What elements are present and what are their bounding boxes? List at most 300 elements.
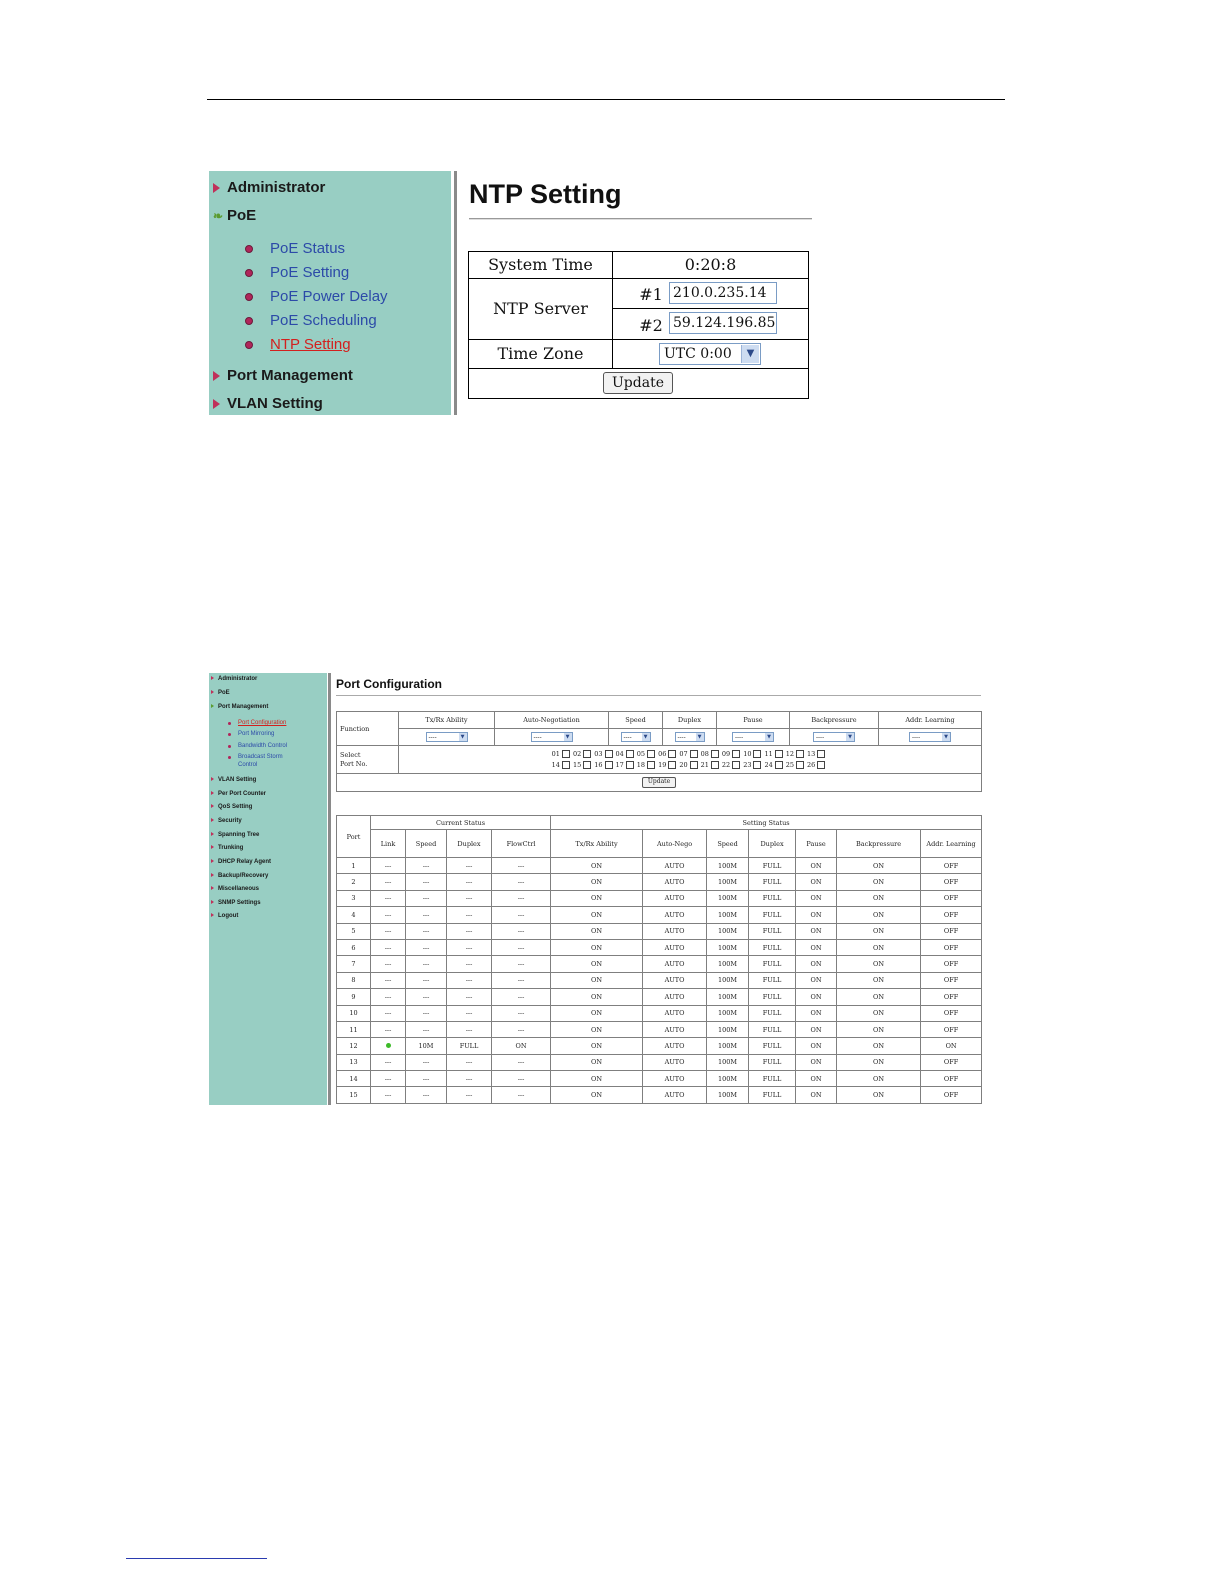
sidebar-item-poe[interactable] [213,207,256,224]
set-duplex-cell: FULL [749,907,796,923]
sidebar-item-snmp-settings[interactable] [211,900,261,906]
port-number-label: 02 [572,749,582,758]
table-line [469,368,808,369]
column-header-duplex: Duplex [447,830,492,858]
txrx-cell: ON [551,1087,643,1103]
backpressure-cell: ON [837,939,921,955]
backpressure-cell: ON [837,972,921,988]
ntp-settings-table [468,251,809,399]
arrow-right-icon [211,913,214,917]
txrx-cell: ON [551,1005,643,1021]
port-number-label: 11 [764,749,773,758]
link-up-icon [386,1043,391,1048]
arrow-right-icon [211,676,214,680]
flowctrl-cell: --- [492,1071,551,1087]
speed-cell: --- [406,989,447,1005]
bullet-icon [228,733,231,736]
set-speed-cell: 100M [707,1038,749,1054]
sidebar [209,673,327,1105]
sidebar-divider [328,673,331,1105]
set-speed-cell: 100M [707,907,749,923]
backpressure-cell: ON [837,1087,921,1103]
speed-cell: --- [406,972,447,988]
sidebar-item-label: Per Port Counter [218,791,267,797]
duplex-cell: --- [447,1071,492,1087]
table-line [469,278,808,279]
table-row [337,939,982,955]
addr-learning-cell: OFF [921,1054,982,1070]
backpressure-cell: ON [837,907,921,923]
chevron-down-icon: ▼ [564,733,572,741]
txrx-select[interactable] [426,732,468,742]
port-select-checkbox[interactable] [753,761,761,769]
port-select-checkbox[interactable] [562,750,570,758]
column-header-speed: Speed [406,830,447,858]
port-select-checkbox[interactable] [626,761,634,769]
update-button[interactable]: Update [603,372,673,394]
set-duplex-cell: FULL [749,1087,796,1103]
port-select-checkbox[interactable] [583,761,591,769]
addr-learning-cell: OFF [921,939,982,955]
speed-cell: --- [406,858,447,874]
table-row [337,858,982,874]
sidebar-item-label: VLAN Setting [227,395,323,412]
sidebar-subitem-ntp-setting[interactable] [245,336,351,353]
sidebar-item-logout[interactable] [211,913,238,919]
port-number-label: 16 [594,760,603,769]
addr-learning-cell: OFF [921,1021,982,1037]
arrow-right-icon [211,900,214,904]
speed-cell: --- [406,1005,447,1021]
txrx-cell: ON [551,874,643,890]
set-duplex-cell: FULL [749,989,796,1005]
set-duplex-cell: FULL [749,890,796,906]
auto-nego-cell: AUTO [643,1038,707,1054]
sidebar-item-qos-setting[interactable] [211,804,252,810]
select-value: ---- [623,734,632,741]
port-cell: 13 [337,1054,371,1070]
column-header-txrx: Tx/Rx Ability [551,830,643,858]
port-number-label: 25 [785,760,795,769]
table-row [337,1087,982,1103]
set-duplex-cell: FULL [749,939,796,955]
txrx-cell: ON [551,858,643,874]
backpressure-cell: ON [837,989,921,1005]
sidebar-item-miscellaneous[interactable] [211,886,259,892]
sidebar-subitem-label: Control [238,762,258,768]
table-row [337,972,982,988]
table-row [337,1005,982,1021]
addr-learning-cell: OFF [921,890,982,906]
set-duplex-cell: FULL [749,1005,796,1021]
txrx-cell: ON [551,907,643,923]
addr-learning-cell [879,729,982,746]
port-select-checkbox[interactable] [711,750,719,758]
sidebar-subitem-label: Port Mirroring [238,731,275,737]
set-speed-cell: 100M [707,1071,749,1087]
sidebar-subitem-label: PoE Status [270,240,346,257]
addr-learning-cell: ON [921,1038,982,1054]
sidebar-item-spanning-tree[interactable] [211,832,259,838]
duplex-cell: --- [447,939,492,955]
port-select-checkbox[interactable] [583,750,591,758]
port-number-label: 26 [807,760,816,769]
port-select-checkbox[interactable] [775,750,783,758]
duplex-cell: --- [447,858,492,874]
page-header-rule [207,99,1005,100]
sidebar-subitem-label: Port Configuration [238,720,287,726]
port-select-checkbox[interactable] [626,750,634,758]
port-select-checkbox[interactable] [562,761,570,769]
sidebar-subitem-poe-scheduling[interactable] [245,312,377,329]
txrx-cell: ON [551,939,643,955]
auto-negotiation-select[interactable] [531,732,573,742]
addr-learning-cell: OFF [921,1005,982,1021]
port-select-checkbox[interactable] [796,761,804,769]
port-select-checkbox[interactable] [690,750,698,758]
port-checkbox-grid [399,746,982,774]
pause-cell: ON [796,1005,837,1021]
port-cell: 1 [337,858,371,874]
port-number-label: 12 [785,749,795,758]
speed-cell: 10M [406,1038,447,1054]
arrow-right-icon [213,183,220,193]
port-select-checkbox[interactable] [668,750,676,758]
duplex-cell [663,729,717,746]
duplex-cell: --- [447,1054,492,1070]
set-speed-cell: 100M [707,989,749,1005]
ntp-server1-input[interactable]: 210.0.235.14 [669,282,777,304]
sidebar-item-label: QoS Setting [218,804,253,810]
expanded-leaf-icon: ❧ [213,209,224,224]
backpressure-cell: ON [837,923,921,939]
table-row [337,956,982,972]
port-select-checkbox[interactable] [605,761,613,769]
duplex-select[interactable] [675,732,705,742]
pause-select[interactable] [732,732,774,742]
port-select-checkbox[interactable] [732,761,740,769]
flowctrl-cell: --- [492,1087,551,1103]
set-speed-cell: 100M [707,1054,749,1070]
port-configuration-screenshot [209,673,982,1106]
sidebar-item-label: Miscellaneous [218,886,260,892]
auto-nego-cell: AUTO [643,874,707,890]
backpressure-cell: ON [837,874,921,890]
arrow-right-icon [211,818,214,822]
pause-cell: ON [796,874,837,890]
function-header-auto-negotiation: Auto-Negotiation [495,712,609,729]
sidebar-item-vlan-setting[interactable] [213,395,323,412]
port-number-label: 17 [615,760,624,769]
arrow-right-icon [211,791,214,795]
txrx-cell: ON [551,923,643,939]
port-select-checkbox[interactable] [711,761,719,769]
set-duplex-cell: FULL [749,972,796,988]
link-cell [371,1038,406,1054]
duplex-cell: --- [447,972,492,988]
port-select-checkbox[interactable] [775,761,783,769]
function-header-pause: Pause [717,712,790,729]
duplex-cell: --- [447,923,492,939]
addr-learning-cell: OFF [921,1087,982,1103]
speed-cell: --- [406,890,447,906]
auto-nego-cell: AUTO [643,989,707,1005]
sidebar-subitem-poe-status[interactable] [245,240,345,257]
sidebar-item-label: Security [218,818,242,824]
sidebar-item-label: Spanning Tree [218,832,260,838]
addr-learning-cell: OFF [921,989,982,1005]
column-header-addr-learning: Addr. Learning [921,830,982,858]
flowctrl-cell: --- [492,907,551,923]
chevron-down-icon: ▼ [846,733,854,741]
speed-select[interactable] [621,732,651,742]
addr-learning-select[interactable] [909,732,951,742]
sidebar-item-label: Trunking [218,845,244,851]
port-cell: 11 [337,1021,371,1037]
sidebar-item-label: DHCP Relay Agent [218,859,272,865]
update-row [337,774,982,792]
flowctrl-cell: ON [492,1038,551,1054]
arrow-right-icon [211,886,214,890]
bullet-icon [245,269,253,277]
port-select-checkbox[interactable] [817,750,825,758]
auto-nego-cell: AUTO [643,956,707,972]
arrow-right-icon [211,777,214,781]
column-header-auto-nego: Auto-Nego [643,830,707,858]
ntp-setting-screenshot [209,171,813,416]
port-number-label: 24 [764,760,773,769]
link-cell: --- [371,890,406,906]
port-number-label: 18 [636,760,646,769]
speed-cell: --- [406,1054,447,1070]
pause-cell: ON [796,1021,837,1037]
pause-cell: ON [796,858,837,874]
port-cell: 5 [337,923,371,939]
sidebar-subitem-label: PoE Scheduling [270,312,377,329]
txrx-cell: ON [551,1038,643,1054]
link-cell: --- [371,1021,406,1037]
port-number-label: 03 [594,749,603,758]
sidebar-subitem-poe-power-delay[interactable] [245,288,388,305]
backpressure-cell [790,729,879,746]
time-zone-select[interactable] [659,343,761,365]
sidebar-item-label: SNMP Settings [218,900,261,906]
set-speed-cell: 100M [707,939,749,955]
txrx-cell: ON [551,1071,643,1087]
sidebar-item-administrator[interactable] [211,676,257,682]
select-port-label-line2: Port No. [340,759,368,768]
select-value: ---- [816,734,825,741]
set-speed-cell: 100M [707,956,749,972]
page-title: NTP Setting [469,179,622,209]
chevron-down-icon: ▼ [459,733,467,741]
ntp-server2-input[interactable]: 59.124.196.85 [669,312,777,334]
title-divider [469,218,812,220]
expanded-leaf-icon [211,704,214,708]
txrx-cell: ON [551,1021,643,1037]
set-speed-cell: 100M [707,858,749,874]
sidebar-subitem-label: Bandwidth Control [238,743,288,749]
select-value: ---- [533,734,542,741]
auto-nego-cell: AUTO [643,858,707,874]
port-select-checkbox[interactable] [668,761,676,769]
backpressure-cell: ON [837,1021,921,1037]
backpressure-cell: ON [837,1054,921,1070]
link-cell: --- [371,1087,406,1103]
speed-cell: --- [406,939,447,955]
backpressure-cell: ON [837,956,921,972]
sidebar-item-vlan-setting[interactable] [211,777,256,783]
link-cell: --- [371,1054,406,1070]
txrx-cell: ON [551,1054,643,1070]
bullet-icon [245,245,253,253]
backpressure-cell: ON [837,1038,921,1054]
arrow-right-icon [211,690,214,694]
sidebar [209,171,451,415]
bullet-icon [245,317,253,325]
port-cell: 7 [337,956,371,972]
addr-learning-cell: OFF [921,972,982,988]
port-number-label: 10 [743,749,752,758]
pause-cell: ON [796,1054,837,1070]
sidebar-item-label: Port Management [218,704,269,710]
link-cell: --- [371,956,406,972]
port-select-checkbox[interactable] [732,750,740,758]
chevron-down-icon: ▼ [696,733,704,741]
sidebar-item-per-port-counter[interactable] [211,791,266,797]
column-header-backpressure: Backpressure [837,830,921,858]
sidebar-item-label: VLAN Setting [218,777,257,783]
sidebar-item-label: Administrator [227,179,326,196]
auto-nego-cell: AUTO [643,1054,707,1070]
duplex-cell: --- [447,874,492,890]
auto-nego-cell: AUTO [643,907,707,923]
function-header-backpressure: Backpressure [790,712,879,729]
flowctrl-cell: --- [492,858,551,874]
table-row [337,1071,982,1087]
auto-nego-cell: AUTO [643,939,707,955]
flowctrl-cell: --- [492,1021,551,1037]
port-select-checkbox[interactable] [647,750,655,758]
sidebar-item-backup-recovery[interactable] [211,873,268,879]
page-title: Port Configuration [336,677,442,691]
sidebar-item-poe[interactable] [211,690,230,696]
port-number-label: 01 [551,749,560,758]
port-select-checkbox[interactable] [605,750,613,758]
backpressure-select[interactable] [813,732,855,742]
port-select-checkbox[interactable] [753,750,761,758]
link-cell: --- [371,989,406,1005]
chevron-down-icon: ▼ [765,733,773,741]
backpressure-cell: ON [837,858,921,874]
auto-nego-cell: AUTO [643,972,707,988]
chevron-down-icon: ▼ [741,345,759,363]
speed-cell: --- [406,874,447,890]
table-row [337,874,982,890]
port-select-checkbox[interactable] [817,761,825,769]
function-header-txrx: Tx/Rx Ability [399,712,495,729]
addr-learning-cell: OFF [921,1071,982,1087]
link-cell: --- [371,858,406,874]
port-select-checkbox[interactable] [647,761,655,769]
sidebar-item-label: Administrator [218,676,258,682]
flowctrl-cell: --- [492,956,551,972]
port-number-label: 19 [658,760,667,769]
link-cell: --- [371,972,406,988]
port-number-label: 05 [636,749,646,758]
auto-nego-cell: AUTO [643,1087,707,1103]
arrow-right-icon [213,371,220,381]
sidebar-subitem-poe-setting[interactable] [245,264,349,281]
arrow-right-icon [211,873,214,877]
set-speed-cell: 100M [707,874,749,890]
table-row [337,1038,982,1054]
port-cell: 10 [337,1005,371,1021]
table-row [337,1054,982,1070]
update-button[interactable]: Update [642,777,676,788]
port-select-checkbox[interactable] [690,761,698,769]
port-checkbox-row [399,749,981,760]
addr-learning-cell: OFF [921,858,982,874]
set-duplex-cell: FULL [749,956,796,972]
flowctrl-cell: --- [492,972,551,988]
bullet-icon [228,722,231,725]
column-header-set-speed: Speed [707,830,749,858]
function-label: Function [337,712,399,746]
set-duplex-cell: FULL [749,1054,796,1070]
sidebar-divider [454,171,457,415]
bullet-icon [245,341,253,349]
addr-learning-cell: OFF [921,874,982,890]
speed-cell: --- [406,1087,447,1103]
system-time-value: 0:20:8 [684,255,737,274]
sidebar-item-port-management[interactable] [213,367,353,384]
pause-cell: ON [796,1087,837,1103]
port-cell: 15 [337,1087,371,1103]
select-value: ---- [677,734,686,741]
sidebar-subitem-label: NTP Setting [270,336,351,353]
duplex-cell: --- [447,989,492,1005]
port-select-checkbox[interactable] [796,750,804,758]
sidebar-item-trunking[interactable] [211,845,243,851]
select-port-label [337,746,399,774]
sidebar-subitem-label: Broadcast Storm [238,754,283,760]
duplex-cell: --- [447,890,492,906]
port-cell: 8 [337,972,371,988]
sidebar-item-dhcp-relay-agent[interactable] [211,859,271,865]
set-speed-cell: 100M [707,972,749,988]
bullet-icon [245,293,253,301]
set-speed-cell: 100M [707,1005,749,1021]
column-header-pause: Pause [796,830,837,858]
speed-cell: --- [406,907,447,923]
sidebar-item-administrator[interactable] [213,179,325,196]
server1-label: #1 [639,285,663,304]
duplex-cell: --- [447,1005,492,1021]
port-number-label: 15 [572,760,582,769]
port-checkbox-row [399,760,981,771]
flowctrl-cell: --- [492,890,551,906]
txrx-cell: ON [551,956,643,972]
sidebar-item-label: Port Management [227,367,353,384]
sidebar-item-security[interactable] [211,818,242,824]
sidebar-item-port-management[interactable] [211,704,268,710]
duplex-cell: --- [447,956,492,972]
port-number-label: 21 [700,760,709,769]
port-cell: 9 [337,989,371,1005]
column-header-link: Link [371,830,406,858]
arrow-right-icon [211,804,214,808]
